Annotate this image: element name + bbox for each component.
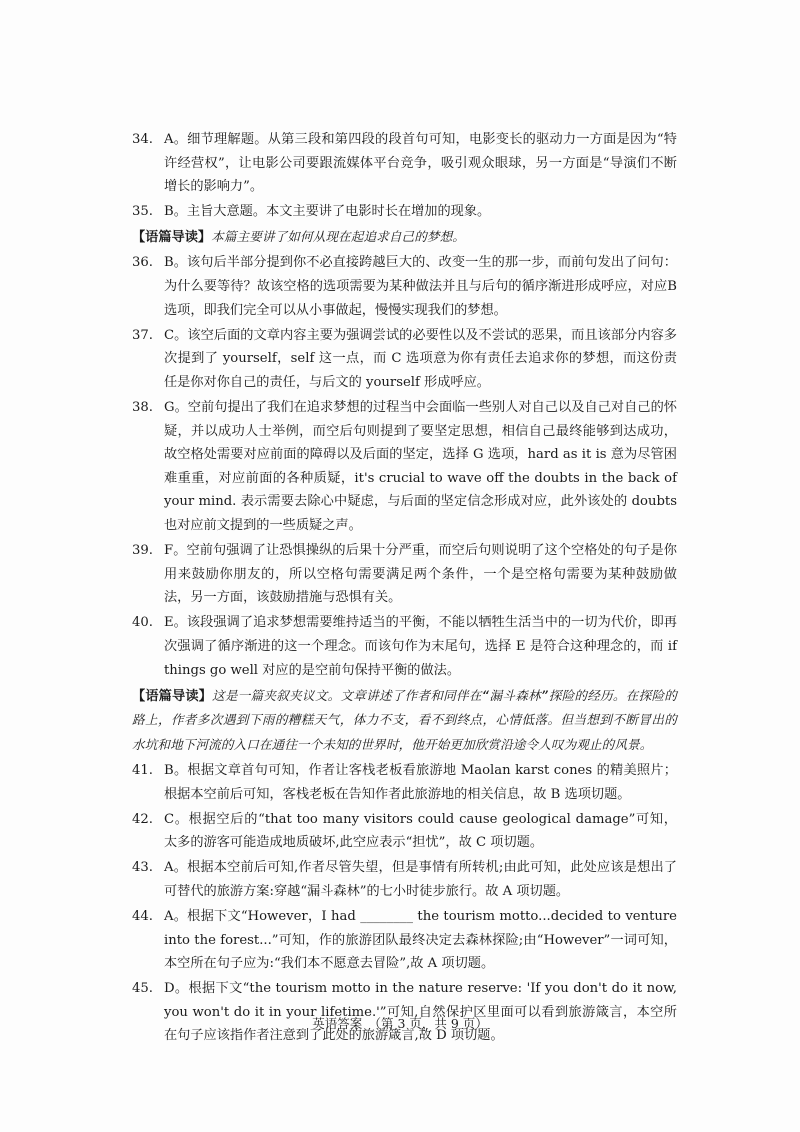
answer-item-40 bbox=[132, 611, 677, 682]
answer-item-38 bbox=[132, 396, 677, 538]
item-number: 40. bbox=[132, 615, 153, 631]
guide-label: 【语篇导读】 bbox=[132, 230, 212, 246]
item-text: G。空前句提出了我们在追求梦想的过程当中会面临一些别人对自己以及自己对自己的怀疑，并以成功人士举例，而空后句则提到了要坚定思想，相信自己最终能够到达成功，故空格处需要对应前面的障碍以及后面的坚定，选择 G 选项，hard as it is 意为尽管困难重重，对应前面的各种质疑，it's crucial to wave off the doubts in the back of your mind. 表示需要去除心中疑虑，与后面的坚定信念形成对应，此外该处的 doubts 也对应前文提到的一些质疑之声。 bbox=[164, 400, 677, 533]
item-text: B。主旨大意题。本文主要讲了电影时长在增加的现象。 bbox=[164, 204, 491, 220]
item-number: 36. bbox=[132, 255, 153, 271]
answer-item-43 bbox=[132, 856, 677, 903]
item-number: 39. bbox=[132, 543, 153, 559]
guide-label: 【语篇导读】 bbox=[132, 688, 213, 704]
item-number: 43. bbox=[132, 860, 153, 876]
item-text: B。该句后半部分提到你不必直接跨越巨大的、改变一生的那一步，而前句发出了问句：为什么要等待？故该空格的选项需要为某种做法并且与后句的循序渐进形成呼应，对应B选项，即我们完全可以从小事做起，慢慢实现我们的梦想。 bbox=[164, 255, 677, 318]
item-text: A。根据下文“However，I had ________ the tourism motto...decided to venture into the forest...”可知，作的旅游团队最终决定去森林探险;由“However”一词可知，本空所在句子应为:“我们本不愿意去冒险”,故 A 项切题。 bbox=[164, 909, 677, 972]
item-text: C。根据空后的“that too many visitors could cause geological damage”可知，太多的游客可能造成地质破坏,此空应表示“担忧”，故 C 项切题。 bbox=[164, 811, 677, 851]
item-number: 42. bbox=[132, 811, 153, 827]
guide-text: 这是一篇夹叙夹议文。文章讲述了作者和同伴在“漏斗森林”探险的经历。在探险的路上，作者多次遇到下雨的糟糕天气，体力不支，看不到终点，心情低落。但当想到不断冒出的水坑和地下河流的入口在通往一个未知的世界时，他开始更加欣赏沿途令人叹为观止的风景。 bbox=[132, 687, 677, 752]
item-text: F。空前句强调了让恐惧操纵的后果十分严重，而空后句则说明了这个空格处的句子是你用来鼓励你朋友的，所以空格句需要满足两个条件，一个是空格句需要为某种鼓励做法，另一方面，该鼓励措施与恐惧有关。 bbox=[164, 543, 677, 606]
answer-item-44 bbox=[132, 905, 677, 976]
item-text: A。根据本空前后可知,作者尽管失望，但是事情有所转机;由此可知，此处应该是想出了可替代的旅游方案:穿越“漏斗森林”的七小时徒步旅行。故 A 项切题。 bbox=[164, 860, 677, 899]
item-number: 37. bbox=[132, 327, 153, 343]
item-number: 34. bbox=[132, 132, 153, 147]
item-number: 45. bbox=[132, 981, 153, 997]
answer-item-42 bbox=[132, 808, 677, 855]
item-text: A。细节理解题。从第三段和第四段的段首句可知，电影变长的驱动力一方面是因为“特许经营权”，让电影公司要跟流媒体平台竞争，吸引观众眼球，另一方面是“导演们不断增长的影响力”。 bbox=[164, 132, 677, 195]
answer-item-37 bbox=[132, 324, 677, 395]
item-text: B。根据文章首句可知，作者让客栈老板看旅游地 Maolan karst cones 的精美照片；根据本空前后可知，客栈老板在告知作者此旅游地的相关信息，故 B 选项切题。 bbox=[164, 762, 677, 802]
guide-text: 本篇主要讲了如何从现在起追求自己的梦想。 bbox=[211, 229, 465, 245]
item-number: 44. bbox=[132, 909, 153, 924]
page-footer: 英语答案 （第 3 页，共 9 页） bbox=[312, 1016, 488, 1031]
item-number: 35. bbox=[132, 204, 153, 220]
answer-item-39 bbox=[132, 539, 677, 610]
answer-item-34 bbox=[132, 128, 677, 199]
passage-guide-1 bbox=[132, 225, 677, 250]
item-text: E。该段强调了追求梦想需要维持适当的平衡，不能以牺牲生活当中的一切为代价，即再次强调了循序渐进的这一个理念。而该句作为末尾句，选择 E 是符合这种理念的，而 if things go well 对应的是空前句保持平衡的做法。 bbox=[164, 615, 677, 678]
answer-item-35 bbox=[132, 200, 677, 224]
answer-item-36 bbox=[132, 251, 677, 322]
answer-content bbox=[132, 128, 677, 1050]
item-number: 41. bbox=[132, 762, 153, 778]
item-number: 38. bbox=[132, 400, 153, 416]
answer-item-41 bbox=[132, 759, 677, 806]
answer-item-45 bbox=[132, 977, 677, 1048]
item-text: C。该空后面的文章内容主要为强调尝试的必要性以及不尝试的恶果，而且该部分内容多次提到了 yourself，self 这一点，而 C 选项意为你有责任去追求你的梦想，而这份责任是你对你自己的责任，与后文的 yourself 形成呼应。 bbox=[164, 327, 677, 390]
item-text: D。根据下文“the tourism motto in the nature reserve: 'If you don't do it now, you won't do it in your lifetime.'”可知,自然保护区里面可以看到旅游箴言，本空所在句子应该指作者注意到了此处的旅游箴言,故 D 项切题。 bbox=[164, 981, 677, 1044]
passage-guide-2 bbox=[132, 684, 677, 758]
